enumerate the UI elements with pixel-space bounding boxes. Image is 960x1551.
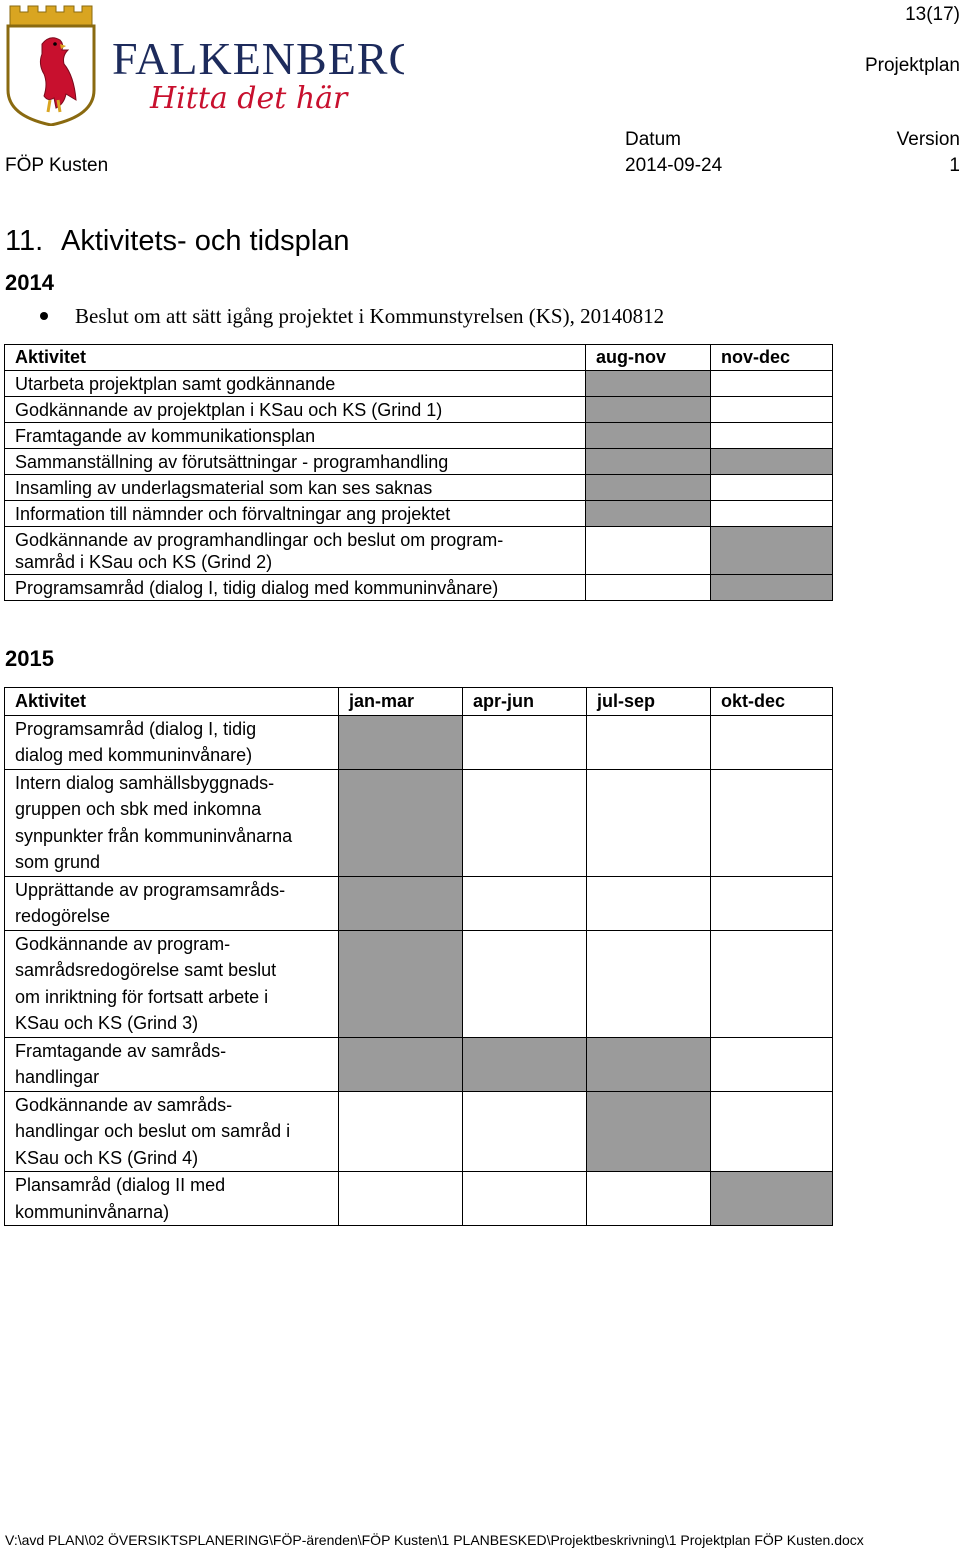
activity-cell: Programsamråd (dialog I, tidig dialog med kommuninvånare) xyxy=(5,715,339,769)
logo-wordmark: FALKENBERG xyxy=(112,33,404,84)
period-cell-filled xyxy=(586,423,711,449)
activity-cell: Godkännande av projektplan i KSau och KS (Grind 1) xyxy=(5,397,586,423)
period-cell-empty xyxy=(463,769,587,876)
year-2015-heading: 2015 xyxy=(5,646,54,671)
period-cell-filled xyxy=(586,501,711,527)
table-row xyxy=(5,769,833,876)
table-row xyxy=(5,1091,833,1172)
section-title: Aktivitets- och tidsplan xyxy=(61,225,350,257)
activity-cell: Insamling av underlagsmaterial som kan ses saknas xyxy=(5,475,586,501)
footer-file-path: V:\avd PLAN\02 ÖVERSIKTSPLANERING\FÖP-ärenden\FÖP Kusten\1 PLANBESKED\Projektbeskrivning\1 Projektplan FÖP Kusten.docx xyxy=(5,1532,864,1548)
bullet-text: Beslut om att sätt igång projektet i Kommunstyrelsen (KS), 20140812 xyxy=(75,304,665,328)
period-cell-filled xyxy=(586,397,711,423)
period-cell-empty xyxy=(587,1172,711,1226)
activity-cell: Programsamråd (dialog I, tidig dialog med kommuninvånare) xyxy=(5,575,586,601)
period-cell-filled xyxy=(339,715,463,769)
period-cell-filled xyxy=(339,1037,463,1091)
falkenberg-logo-graphic xyxy=(4,4,404,126)
period-cell-filled xyxy=(711,575,833,601)
period-cell-empty xyxy=(463,1172,587,1226)
table-row xyxy=(5,423,833,449)
column-header: Aktivitet xyxy=(5,688,339,716)
period-cell-empty xyxy=(711,501,833,527)
period-cell-empty xyxy=(711,715,833,769)
activity-cell: Sammanställning av förutsättningar - programhandling xyxy=(5,449,586,475)
period-cell-empty xyxy=(711,475,833,501)
period-cell-filled xyxy=(463,1037,587,1091)
column-header: apr-jun xyxy=(463,688,587,716)
table-row xyxy=(5,930,833,1037)
period-cell-empty xyxy=(587,876,711,930)
period-cell-filled xyxy=(587,1091,711,1172)
period-cell-empty xyxy=(711,769,833,876)
datum-label: Datum xyxy=(625,129,681,150)
column-header: jul-sep xyxy=(587,688,711,716)
schedule-table-2015 xyxy=(4,687,833,1226)
logo-slogan: Hitta det här xyxy=(150,81,348,116)
period-cell-filled xyxy=(711,449,833,475)
period-cell-empty xyxy=(587,769,711,876)
activity-cell: Framtagande av samråds- handlingar xyxy=(5,1037,339,1091)
column-header: aug-nov xyxy=(586,345,711,371)
activity-cell: Framtagande av kommunikationsplan xyxy=(5,423,586,449)
period-cell-empty xyxy=(711,876,833,930)
activity-cell: Plansamråd (dialog II med kommuninvånarna) xyxy=(5,1172,339,1226)
table-row xyxy=(5,876,833,930)
period-cell-empty xyxy=(711,930,833,1037)
period-cell-empty xyxy=(463,1091,587,1172)
activity-cell: Upprättande av programsamråds- redogörelse xyxy=(5,876,339,930)
column-header: okt-dec xyxy=(711,688,833,716)
table-row xyxy=(5,1172,833,1226)
column-header: nov-dec xyxy=(711,345,833,371)
activity-cell: Information till nämnder och förvaltningar ang projektet xyxy=(5,501,586,527)
datum-value: 2014-09-24 xyxy=(625,155,723,176)
period-cell-empty xyxy=(711,1037,833,1091)
version-value: 1 xyxy=(949,155,960,176)
period-cell-filled xyxy=(339,876,463,930)
column-header: jan-mar xyxy=(339,688,463,716)
version-label: Version xyxy=(896,129,960,150)
period-cell-filled xyxy=(339,769,463,876)
table-row xyxy=(5,397,833,423)
activity-cell: Utarbeta projektplan samt godkännande xyxy=(5,371,586,397)
activity-cell: Intern dialog samhällsbyggnads- gruppen och sbk med inkomna synpunkter från kommuninvånarna som grund xyxy=(5,769,339,876)
bullet-item xyxy=(40,303,664,329)
table-header-row xyxy=(5,345,833,371)
period-cell-filled xyxy=(711,527,833,575)
section-heading xyxy=(5,224,350,258)
activity-cell: Godkännande av samråds- handlingar och beslut om samråd i KSau och KS (Grind 4) xyxy=(5,1091,339,1172)
project-name: FÖP Kusten xyxy=(5,155,109,176)
schedule-table-2014 xyxy=(4,344,833,601)
period-cell-empty xyxy=(339,1172,463,1226)
table-row xyxy=(5,1037,833,1091)
table-row xyxy=(5,527,833,575)
year-2014-heading: 2014 xyxy=(5,270,54,295)
table-row xyxy=(5,475,833,501)
period-cell-filled xyxy=(711,1172,833,1226)
period-cell-empty xyxy=(711,1091,833,1172)
period-cell-empty xyxy=(587,715,711,769)
period-cell-empty xyxy=(711,423,833,449)
period-cell-filled xyxy=(586,475,711,501)
section-number: 11. xyxy=(5,225,44,257)
doc-type: Projektplan xyxy=(864,55,960,76)
activity-cell: Godkännande av program- samrådsredogörelse samt beslut om inriktning för fortsatt arbete i KSau och KS (Grind 3) xyxy=(5,930,339,1037)
period-cell-filled xyxy=(586,449,711,475)
period-cell-empty xyxy=(463,715,587,769)
period-cell-empty xyxy=(463,930,587,1037)
table-row xyxy=(5,501,833,527)
column-header: Aktivitet xyxy=(5,345,586,371)
period-cell-empty xyxy=(711,371,833,397)
table-row xyxy=(5,715,833,769)
table-header-row xyxy=(5,688,833,716)
period-cell-empty xyxy=(711,397,833,423)
period-cell-filled xyxy=(339,930,463,1037)
table-row xyxy=(5,449,833,475)
period-cell-filled xyxy=(587,1037,711,1091)
page-number: 13(17) xyxy=(905,4,960,25)
period-cell-empty xyxy=(339,1091,463,1172)
period-cell-empty xyxy=(586,527,711,575)
period-cell-empty xyxy=(463,876,587,930)
period-cell-filled xyxy=(586,371,711,397)
bullet-icon xyxy=(40,312,48,320)
period-cell-empty xyxy=(586,575,711,601)
activity-cell: Godkännande av programhandlingar och beslut om program- samråd i KSau och KS (Grind 2) xyxy=(5,527,586,575)
table-row xyxy=(5,575,833,601)
table-row xyxy=(5,371,833,397)
period-cell-empty xyxy=(587,930,711,1037)
falkenberg-logo xyxy=(4,4,404,126)
